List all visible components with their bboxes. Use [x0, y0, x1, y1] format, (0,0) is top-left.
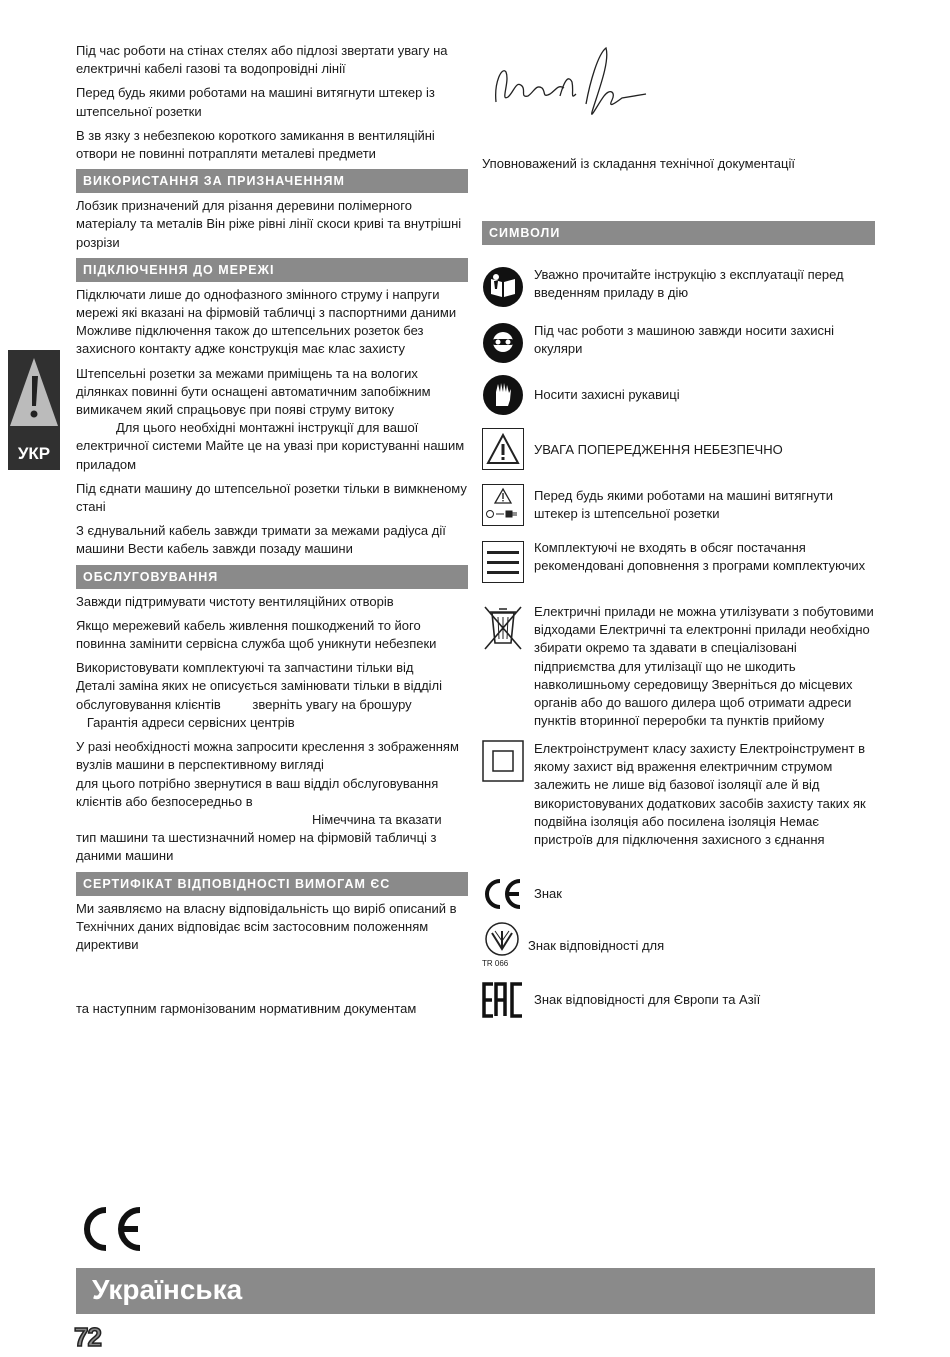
- cert-text-2: та наступним гармонізованим нормативним документам: [76, 1001, 417, 1017]
- page-number: 72: [74, 1322, 101, 1352]
- footer-bar: [76, 1268, 875, 1314]
- symbol-row: [482, 541, 875, 589]
- symbol-text: Комплектуючі не входять в обсяг постачання рекомендовані доповнення з програми комплектуючих: [534, 540, 866, 574]
- symbol-row: [482, 921, 875, 971]
- symbol-text: Носити захисні рукавиці: [534, 387, 680, 402]
- eac-mark-icon: [482, 982, 524, 1024]
- usage-heading: ВИКОРИСТАННЯ ЗА ПРИЗНАЧЕННЯМ: [76, 169, 468, 193]
- ukraine-conformity-icon: [482, 921, 522, 971]
- symbol-text: Знак: [534, 886, 562, 901]
- service-text-4: У разі необхідності можна запросити креслення з зображенням вузлів машини в перспективному вигляді для цього потрібно звернутися в ваш відділ обслуговування клієнтів або безпосередньо в Німеччина та вказати тип машини та шестизначний номер на фірмовій табличці з даними машини: [76, 739, 459, 864]
- symbol-row: [482, 266, 875, 310]
- mains-heading: ПІДКЛЮЧЕННЯ ДО МЕРЕЖІ: [76, 258, 468, 282]
- ce-mark-large-icon: [80, 1206, 146, 1257]
- authorized-text: Уповноважений із складання технічної документації: [482, 156, 795, 171]
- mains-text-1: Підключати лише до однофазного змінного струму і напруги мережі які вказані на фірмовій табличці з паспортними даними Можливе підключення також до штепсельних розеток без захисного контакту адже конструкція має клас захисту: [76, 286, 457, 357]
- eye-protection-icon: [482, 322, 524, 364]
- accessories-icon: [482, 541, 524, 583]
- icon-caption: TR 066: [482, 959, 509, 968]
- safety-cables-text: Під час роботи на стінах стелях або підлозі звертати увагу на електричні кабелі газові та водопровідні лінії: [76, 43, 448, 77]
- symbol-row: [482, 322, 875, 366]
- symbol-text: Знак відповідності для Європи та Азії: [534, 992, 761, 1007]
- warning-sign-icon: [8, 354, 60, 434]
- service-heading: ОБСЛУГОВУВАННЯ: [76, 565, 468, 589]
- safety-unplug-text: Перед будь якими роботами на машині витягнути штекер із штепсельної розетки: [76, 85, 435, 119]
- safety-metal-text: В зв язку з небезпекою короткого замикання в вентиляційні отвори не повинні потрапляти металеві предмети: [76, 127, 435, 162]
- ce-mark-icon: [482, 877, 524, 919]
- symbol-row: [482, 428, 875, 472]
- mains-text-2: Штепсельні розетки за межами приміщень та на вологих ділянках повинні бути оснащені автоматичним запобіжним вимикачем який спрацьовує при появі струму витоку Для цього необхідні монтажні інструкції для вашої електричної системи Майте це на увазі при користуванні нашим приладом: [76, 365, 465, 472]
- service-text-3: Використовувати комплектуючі та запчастини тільки від Деталі заміна яких не описується замінювати тільки в відділі обслуговування клієнтів зверніть увагу на брошуру Гарантія адреси сервісних центрів: [76, 660, 443, 730]
- service-text-1: Завжди підтримувати чистоту вентиляційних отворів: [76, 593, 394, 609]
- signature: [486, 42, 656, 132]
- unplug-warning-icon: [482, 484, 524, 526]
- cert-text-1: Ми заявляємо на власну відповідальність що виріб описаний в Технічних даних відповідає всім застосовним положенням директиви: [76, 900, 457, 952]
- language-tab-label: УКР: [17, 444, 51, 463]
- class-ii-insulation-icon: [482, 740, 524, 782]
- symbol-row: [482, 740, 875, 870]
- cert-heading: СЕРТИФІКАТ ВІДПОВІДНОСТІ ВИМОГАМ ЄС: [76, 872, 468, 896]
- warning-triangle-icon: [482, 428, 524, 470]
- symbol-row: [482, 374, 875, 418]
- footer-language-title: Українська: [92, 1274, 243, 1305]
- language-tab: [8, 350, 60, 470]
- gloves-icon: [482, 374, 524, 416]
- symbol-row: [482, 877, 875, 911]
- mains-text-3: Під єднати машину до штепсельної розетки тільки в вимкненому стані: [76, 480, 467, 515]
- symbol-text: Знак відповідності для: [528, 938, 665, 953]
- symbols-heading: СИМВОЛИ: [482, 221, 875, 245]
- usage-text: Лобзик призначений для різання деревини полімерного матеріалу та металів Він ріже рівні лінії скоси криві та внутрішні розрізи: [76, 198, 462, 250]
- symbol-text: Електричні прилади не можна утилізувати з побутовими відходами Електричні та електронні прилади необхідно збирати окремо та здавати в спеціалізовані підприємства для утилізації що не шкодить навколишньому середовищу Зверніться до місцевих органів або до вашого дилера щоб отримати адреси пунктів вторинної переробки та пунктів прийому: [534, 604, 874, 729]
- symbol-row: [482, 603, 875, 733]
- symbol-text: УВАГА ПОПЕРЕДЖЕННЯ НЕБЕЗПЕЧНО: [534, 442, 783, 457]
- weee-bin-icon: [482, 603, 524, 645]
- service-text-2: Якщо мережевий кабель живлення пошкоджений то його повинна замінити сервісна служба щоб уникнути небезпеки: [76, 617, 437, 652]
- symbol-row: [482, 484, 875, 528]
- left-column: [76, 42, 468, 1024]
- symbol-text: Під час роботи з машиною завжди носити захисні окуляри: [534, 323, 835, 357]
- symbol-text: Електроінструмент класу захисту Електроінструмент в якому захист від враження електричним струмом залежить не лише від базової ізоляції але й від використовуваних додаткових засобів захисту таких як подвійна ізоляція або посилена ізоляція Немає пристроїв для підключення захисного з єднання: [534, 741, 866, 848]
- mains-text-4: З єднувальний кабель завжди тримати за межами радіуса дії машини Вести кабель завжди позаду машини: [76, 523, 446, 557]
- symbol-text: Перед будь якими роботами на машині витягнути штекер із штепсельної розетки: [534, 488, 833, 522]
- read-manual-icon: [482, 266, 524, 308]
- symbol-row: [482, 982, 875, 1018]
- symbol-text: Уважно прочитайте інструкцію з експлуатації перед введенням приладу в дію: [534, 267, 844, 301]
